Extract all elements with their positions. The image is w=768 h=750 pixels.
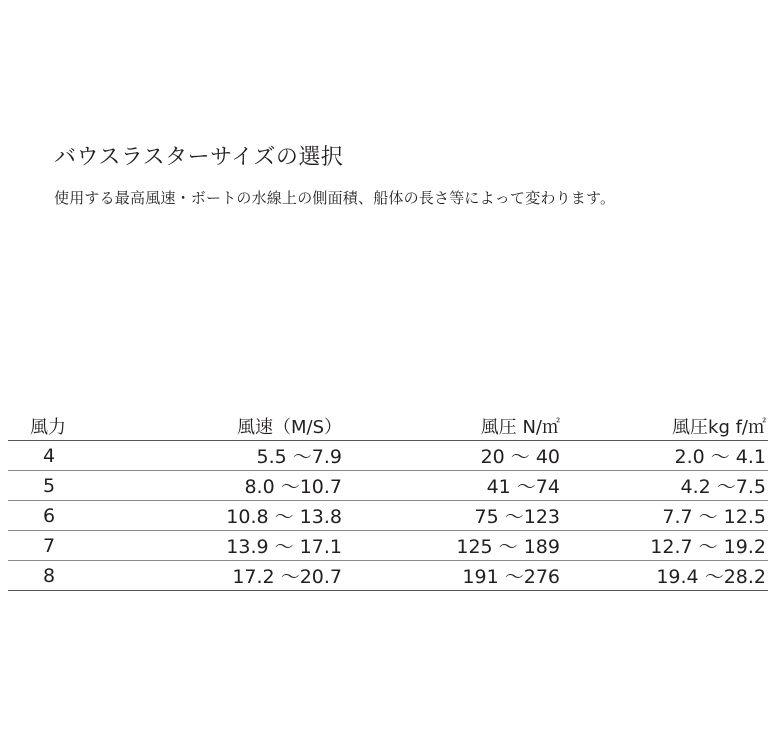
- cell-wind-pressure-kg: 12.7 〜 19.2: [562, 531, 768, 561]
- cell-wind-pressure-kg: 7.7 〜 12.5: [562, 501, 768, 531]
- cell-wind-pressure-kg: 19.4 〜28.2: [562, 561, 768, 591]
- header-wind-force: 風力: [8, 411, 110, 441]
- table-row: [8, 471, 768, 501]
- cell-wind-force: 7: [8, 531, 110, 561]
- cell-wind-pressure-n: 125 〜 189: [344, 531, 562, 561]
- table-row: [8, 531, 768, 561]
- cell-wind-speed: 17.2 〜20.7: [110, 561, 344, 591]
- table-header-row: [8, 411, 768, 441]
- cell-wind-force: 6: [8, 501, 110, 531]
- cell-wind-pressure-n: 20 〜 40: [344, 441, 562, 471]
- header-wind-speed: 風速（M/S）: [110, 411, 344, 441]
- cell-wind-force: 8: [8, 561, 110, 591]
- cell-wind-pressure-n: 191 〜276: [344, 561, 562, 591]
- wind-force-table: [8, 411, 768, 591]
- cell-wind-speed: 5.5 〜7.9: [110, 441, 344, 471]
- cell-wind-pressure-n: 41 〜74: [344, 471, 562, 501]
- table-row: [8, 561, 768, 591]
- table-body: [8, 441, 768, 591]
- header-wind-pressure-n: 風圧 N/㎡: [344, 411, 562, 441]
- cell-wind-force: 5: [8, 471, 110, 501]
- table-row: [8, 501, 768, 531]
- cell-wind-speed: 8.0 〜10.7: [110, 471, 344, 501]
- table-row: [8, 441, 768, 471]
- cell-wind-speed: 13.9 〜 17.1: [110, 531, 344, 561]
- page-title: バウスラスターサイズの選択: [54, 145, 344, 170]
- header-wind-pressure-kg: 風圧kg f/㎡: [562, 411, 768, 441]
- page-subtitle: 使用する最高風速・ボートの水線上の側面積、船体の長さ等によって変わります。: [54, 189, 616, 207]
- table-header: [8, 411, 768, 441]
- cell-wind-force: 4: [8, 441, 110, 471]
- cell-wind-speed: 10.8 〜 13.8: [110, 501, 344, 531]
- cell-wind-pressure-kg: 2.0 〜 4.1: [562, 441, 768, 471]
- cell-wind-pressure-kg: 4.2 〜7.5: [562, 471, 768, 501]
- cell-wind-pressure-n: 75 〜123: [344, 501, 562, 531]
